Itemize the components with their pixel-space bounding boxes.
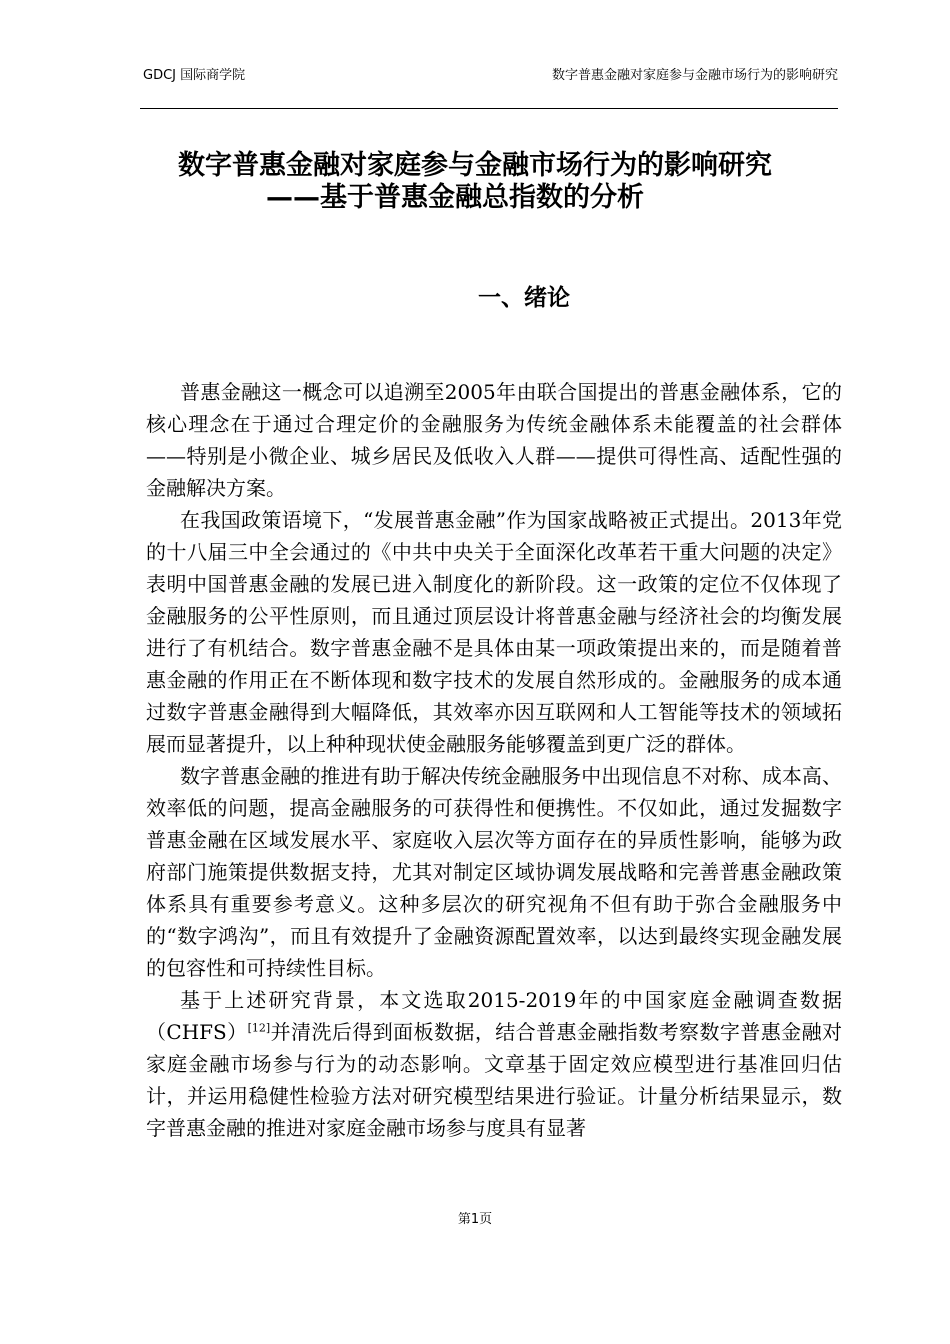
body-text: [146, 376, 842, 1144]
paragraph: 在我国政策语境下，“发展普惠金融”作为国家战略被正式提出。2013年党的十八届三中全会通过的《中共中央关于全面深化改革若干重大问题的决定》表明中国普惠金融的发展已进入制度化的新阶段。这一政策的定位不仅体现了金融服务的公平性原则，而且通过顶层设计将普惠金融与经济社会的均衡发展进行了有机结合。数字普惠金融不是具体由某一项政策提出来的，而是随着普惠金融的作用正在不断体现和数字技术的发展自然形成的。金融服务的成本通过数字普惠金融得到大幅降低，其效率亦因互联网和人工智能等技术的领域拓展而显著提升，以上种种现状使金融服务能够覆盖到更广泛的群体。: [146, 508, 842, 756]
page-number: 第1页: [457, 1212, 493, 1227]
running-header-right: 数字普惠金融对家庭参与金融市场行为的影响研究: [551, 68, 838, 83]
paragraph: 普惠金融这一概念可以追溯至2005年由联合国提出的普惠金融体系，它的核心理念在于通过合理定价的金融服务为传统金融体系未能覆盖的社会群体——特别是小微企业、城乡居民及低收入人群——提供可得性高、适配性强的金融解决方案。: [146, 380, 842, 500]
header-rule: [140, 108, 838, 109]
section-heading-text: 一、绪论: [478, 285, 570, 311]
paragraph-text: 并清洗后得到面板数据，结合普惠金融指数考察数字普惠金融对家庭金融市场参与行为的动态影响。文章基于固定效应模型进行基准回归估计，并运用稳健性检验方法对研究模型结果进行验证。计量分析结果显示，数字普惠金融的推进对家庭金融市场参与度具有显著: [146, 1020, 842, 1140]
running-header-left: GDCJ 国际商学院: [143, 68, 246, 83]
paragraph-text: 基于上述研究背景，本文选取2015-2019年的中国家庭金融调查数据（CHFS）: [146, 988, 842, 1044]
section-heading: [0, 283, 950, 313]
citation-marker[interactable]: [12]: [247, 1021, 271, 1035]
paragraph: 数字普惠金融的推进有助于解决传统金融服务中出现信息不对称、成本高、效率低的问题，提高金融服务的可获得性和便携性。不仅如此，通过发掘数字普惠金融在区域发展水平、家庭收入层次等方面存在的异质性影响，能够为政府部门施策提供数据支持，尤其对制定区域协调发展战略和完善普惠金融政策体系具有重要参考意义。这种多层次的研究视角不但有助于弥合金融服务中的“数字鸿沟”，而且有效提升了金融资源配置效率，以达到最终实现金融发展的包容性和可持续性目标。: [146, 764, 842, 980]
paper-subtitle: ——基于普惠金融总指数的分析: [266, 182, 644, 213]
paper-title: 数字普惠金融对家庭参与金融市场行为的影响研究: [178, 150, 772, 181]
paragraph: [146, 984, 842, 1144]
